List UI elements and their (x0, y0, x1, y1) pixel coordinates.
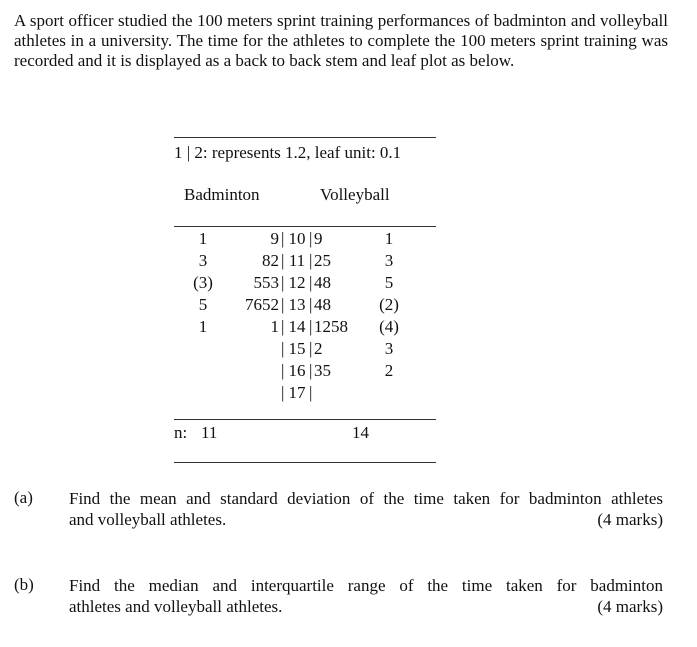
badminton-count-column (186, 228, 220, 338)
count-cell: (3) (193, 273, 213, 292)
count-cell: (2) (379, 295, 399, 314)
question-b (69, 575, 663, 617)
question-b-marks: (4 marks) (597, 597, 663, 616)
leaf-cell: 9 (270, 229, 279, 248)
plot-key: 1 | 2: represents 1.2, leaf unit: 0.1 (174, 143, 402, 162)
badminton-leaf-column (222, 228, 279, 338)
question-b-line2: athletes and volleyball athletes. (69, 597, 283, 616)
stem-cell: 15 (288, 339, 306, 358)
stem-cell: 12 (288, 273, 306, 292)
count-cell: 3 (384, 339, 394, 358)
stem-cell: 13 (288, 295, 306, 314)
count-cell: 1 (384, 229, 394, 248)
leaf-cell: 2 (314, 339, 323, 358)
bar-column-right: | | | | | | | | (309, 229, 313, 402)
leaf-cell: 9 (314, 229, 323, 248)
n-label: n: (174, 423, 188, 442)
plot-end-rule (174, 462, 436, 463)
volleyball-leaf-column (314, 228, 364, 382)
n-volleyball: 14 (352, 423, 369, 442)
plot-header-rule (174, 226, 436, 227)
stem-cell: 17 (288, 383, 306, 402)
count-cell: 3 (198, 251, 208, 270)
question-b-label: (b) (14, 575, 34, 594)
question-a (69, 488, 663, 530)
volleyball-header: Volleyball (320, 185, 390, 204)
leaf-cell: 82 (262, 251, 279, 270)
plot-top-rule (174, 137, 436, 138)
leaf-cell: 553 (253, 273, 279, 292)
stem-cell: 14 (288, 317, 306, 336)
badminton-header: Badminton (184, 185, 260, 204)
stem-cell: 16 (288, 361, 306, 380)
count-cell: 3 (384, 251, 394, 270)
volleyball-count-column (374, 228, 404, 382)
question-a-marks: (4 marks) (597, 510, 663, 529)
question-a-line1: Find the mean and standard deviation of the time taken for badminton athletes (69, 489, 663, 508)
count-cell: 5 (384, 273, 394, 292)
leaf-cell: 1258 (314, 317, 348, 336)
leaf-cell: 35 (314, 361, 331, 380)
intro-paragraph: A sport officer studied the 100 meters sprint training performances of badminton and volleyball athletes in a university. The time for the athletes to complete the 100 meters sprint training was recorded and it is displayed as a back to back stem and leaf plot as below. (14, 11, 668, 70)
leaf-cell: 7652 (245, 295, 279, 314)
count-cell: (4) (379, 317, 399, 336)
count-cell: 2 (384, 361, 394, 380)
n-badminton: 11 (201, 423, 218, 442)
stem-cell: 10 (288, 229, 306, 248)
leaf-cell: 1 (270, 317, 279, 336)
stem-cell: 11 (288, 251, 306, 270)
bar-column-left: | | | | | | | | (281, 229, 285, 402)
leaf-cell: 48 (314, 273, 331, 292)
stem-column (286, 228, 308, 404)
count-cell: 1 (198, 229, 208, 248)
leaf-cell: 48 (314, 295, 331, 314)
plot-bottom-rule (174, 419, 436, 420)
question-a-line2: and volleyball athletes. (69, 510, 227, 529)
count-cell: 5 (198, 295, 208, 314)
count-cell: 1 (198, 317, 208, 336)
question-b-line1: Find the median and interquartile range of the time taken for badminton (69, 576, 663, 595)
question-a-label: (a) (14, 488, 33, 507)
leaf-cell: 25 (314, 251, 331, 270)
